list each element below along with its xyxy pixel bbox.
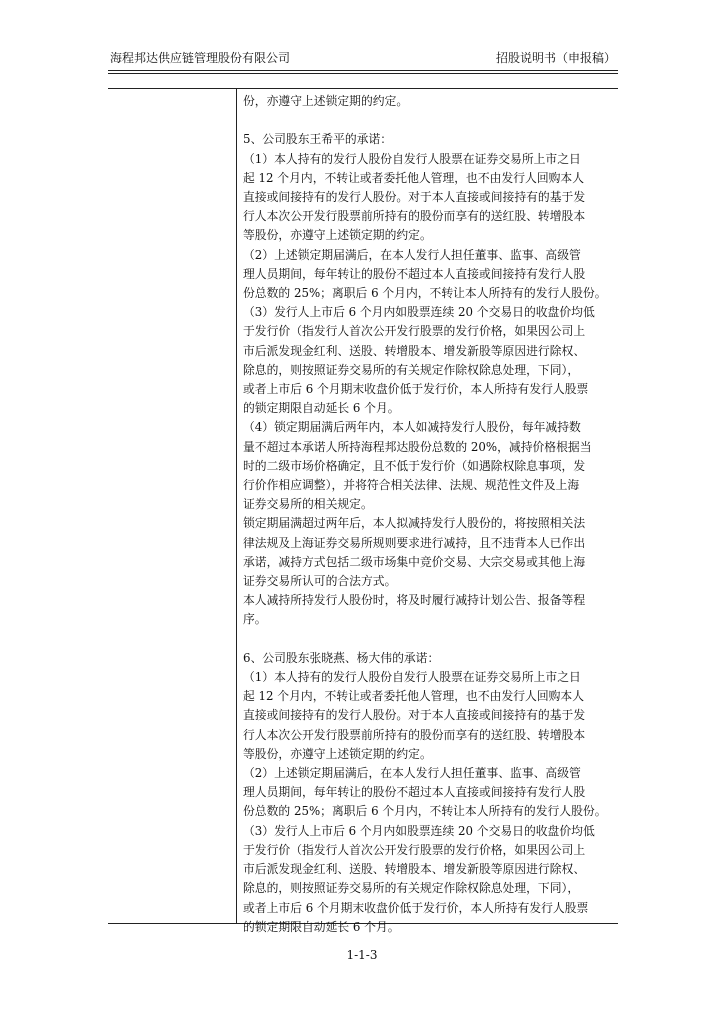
text-line: 等股份，亦遵守上述锁定期的约定。 — [243, 228, 432, 243]
text-line: 或者上市后 6 个月期末收盘价低于发行价，本人所持有发行人股票 — [243, 382, 589, 397]
blank-line — [243, 630, 615, 649]
header-rule-thin — [108, 73, 618, 74]
text-line: （3）发行人上市后 6 个月内如股票连续 20 个交易日的收盘价均低 — [243, 823, 595, 838]
text-line: 市后派发现金红利、送股、转增股本、增发新股等原因进行除权、 — [243, 862, 586, 877]
text-line: 份，亦遵守上述锁定期的约定。 — [243, 94, 409, 108]
text-line: 行价作相应调整），并将符合相关法律、法规、规范性文件及上海 — [243, 478, 580, 493]
text-line: 市后派发现金红利、送股、转增股本、增发新股等原因进行除权、 — [243, 343, 586, 358]
text-line: 5、公司股东王希平的承诺： — [243, 132, 393, 147]
text-line: 行人本次公开发行股票前所持有的股份而享有的送红股、转增股本 — [243, 209, 586, 224]
header-rule — [108, 70, 618, 71]
text-line: 于发行价（指发行人首次公开发行股票的发行价格，如果因公司上 — [243, 842, 586, 857]
commitment-text — [243, 92, 615, 937]
text-line: 除息的，则按照证券交易所的有关规定作除权除息处理，下同）， — [243, 362, 580, 377]
text-line: 理人员期间，每年转让的股份不超过本人直接或间接持有发行人股 — [243, 266, 586, 281]
text-line: （2）上述锁定期届满后，在本人发行人担任董事、监事、高级管 — [243, 766, 581, 781]
table-column-divider — [236, 88, 237, 924]
page-number: 1-1-3 — [346, 948, 378, 962]
text-line: 份总数的 25%；离职后 6 个月内，不转让本人所持有的发行人股份。 — [243, 804, 607, 819]
company-name: 海程邦达供应链管理股份有限公司 — [110, 51, 291, 65]
text-line: （3）发行人上市后 6 个月内如股票连续 20 个交易日的收盘价均低 — [243, 305, 595, 320]
text-line: 的锁定期限自动延长 6 个月。 — [243, 401, 400, 416]
text-line: 承诺，减持方式包括二级市场集中竞价交易、大宗交易或其他上海 — [243, 554, 586, 569]
text-line: 6、公司股东张晓燕、杨大伟的承诺： — [243, 650, 440, 665]
text-line: 份总数的 25%；离职后 6 个月内，不转让本人所持有的发行人股份。 — [243, 286, 607, 301]
text-line: （1）本人持有的发行人股份自发行人股票在证券交易所上市之日 — [243, 670, 581, 685]
document-title: 招股说明书（申报稿） — [495, 51, 616, 65]
text-line: 本人减持所持发行人股份时，将及时履行减持计划公告、报备等程 — [243, 593, 586, 608]
text-line: 直接或间接持有的发行人股份。对于本人直接或间接持有的基于发 — [243, 708, 586, 723]
page-header — [108, 47, 618, 69]
text-line: 锁定期届满超过两年后，本人拟减持发行人股份的，将按照相关法 — [243, 516, 586, 531]
text-line: 的锁定期限自动延长 6 个月。 — [243, 919, 400, 934]
text-line: 证券交易所的相关规定。 — [243, 497, 373, 512]
text-line: 理人员期间，每年转让的股份不超过本人直接或间接持有发行人股 — [243, 785, 586, 800]
text-line: （4）锁定期届满后两年内，本人如减持发行人股份，每年减持数 — [243, 420, 581, 435]
text-line: （1）本人持有的发行人股份自发行人股票在证券交易所上市之日 — [243, 151, 581, 166]
text-line: 起 12 个月内，不转让或者委托他人管理，也不由发行人回购本人 — [243, 689, 585, 704]
text-line: 于发行价（指发行人首次公开发行股票的发行价格，如果因公司上 — [243, 324, 586, 339]
text-line: 或者上市后 6 个月期末收盘价低于发行价，本人所持有发行人股票 — [243, 900, 589, 915]
text-line: 起 12 个月内，不转让或者委托他人管理，也不由发行人回购本人 — [243, 170, 585, 185]
text-line: 律法规及上海证券交易所规则要求进行减持，且不违背本人已作出 — [243, 535, 586, 550]
blank-line — [243, 111, 615, 130]
text-line: 量不超过本承诺人所持海程邦达股份总数的 20%，减持价格根据当 — [243, 439, 592, 454]
text-line: 等股份，亦遵守上述锁定期的约定。 — [243, 746, 432, 761]
text-line: 序。 — [243, 612, 267, 627]
text-line: 时的二级市场价格确定，且不低于发行价（如遇除权除息事项，发 — [243, 458, 586, 473]
text-line: 行人本次公开发行股票前所持有的股份而享有的送红股、转增股本 — [243, 727, 586, 742]
text-line: 除息的，则按照证券交易所的有关规定作除权除息处理，下同）， — [243, 881, 580, 896]
text-line: 证券交易所认可的合法方式。 — [243, 574, 397, 589]
text-line: （2）上述锁定期届满后，在本人发行人担任董事、监事、高级管 — [243, 247, 581, 262]
text-line: 直接或间接持有的发行人股份。对于本人直接或间接持有的基于发 — [243, 190, 586, 204]
